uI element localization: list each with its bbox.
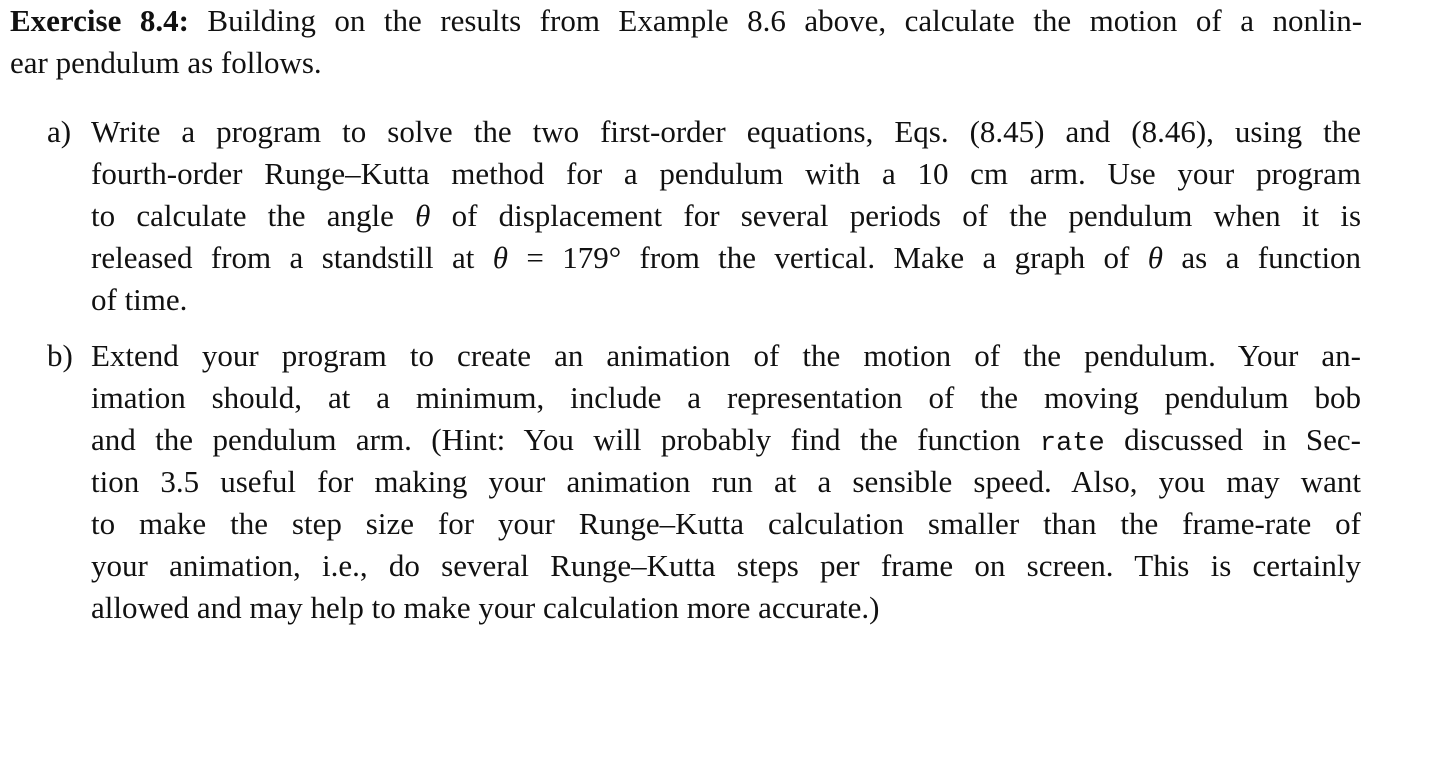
part-a-line-4-middle: = 179° from the vertical. Make a graph of <box>526 240 1130 275</box>
exercise-heading: Exercise 8.4: <box>10 3 189 38</box>
exercise-intro-line-1 <box>10 0 1362 42</box>
part-b-line-7: allowed and may help to make your calculation more accurate.) <box>91 590 880 625</box>
part-a-line-3-before: to calculate the angle <box>91 198 394 233</box>
part-b-line-3-after: discussed in Sec- <box>1124 422 1361 457</box>
exercise-intro-line-2: ear pendulum as follows. <box>10 45 322 80</box>
part-a-line-4-before: released from a standstill at <box>91 240 475 275</box>
exercise-intro-text-1: Building on the results from Example 8.6 above, calculate the motion of a nonlin- <box>207 3 1363 38</box>
part-b-line-1: Extend your program to create an animation of the motion of the pendulum. Your an- <box>91 338 1361 373</box>
part-a-line-4 <box>91 237 1361 279</box>
part-b-line-3 <box>91 419 1361 465</box>
part-a-line-2: fourth-order Runge–Kutta method for a pendulum with a 10 cm arm. Use your program <box>91 156 1361 191</box>
part-b-line-4: tion 3.5 useful for making your animation run at a sensible speed. Also, you may want <box>91 464 1361 499</box>
part-b-line-6: your animation, i.e., do several Runge–Kutta steps per frame on screen. This is certainly <box>91 548 1361 583</box>
part-b-label: b) <box>47 338 73 373</box>
code-rate: rate <box>1039 429 1105 459</box>
part-b-line-3-before: and the pendulum arm. (Hint: You will probably find the function <box>91 422 1021 457</box>
part-b-line-2: imation should, at a minimum, include a representation of the moving pendulum bob <box>91 380 1361 415</box>
part-a-line-1: Write a program to solve the two first-order equations, Eqs. (8.45) and (8.46), using the <box>91 114 1361 149</box>
part-a-label: a) <box>47 114 72 149</box>
part-a-line-4-after: as a function <box>1181 240 1362 275</box>
theta-symbol: θ <box>1147 240 1164 275</box>
part-a-line-3 <box>91 195 1361 237</box>
part-a-line-5: of time. <box>91 282 188 317</box>
part-a-line-3-after: of displacement for several periods of the pendulum when it is <box>451 198 1362 233</box>
theta-symbol: θ <box>492 240 509 275</box>
theta-symbol: θ <box>415 198 431 233</box>
part-b-line-5: to make the step size for your Runge–Kutta calculation smaller than the frame-rate of <box>91 506 1361 541</box>
